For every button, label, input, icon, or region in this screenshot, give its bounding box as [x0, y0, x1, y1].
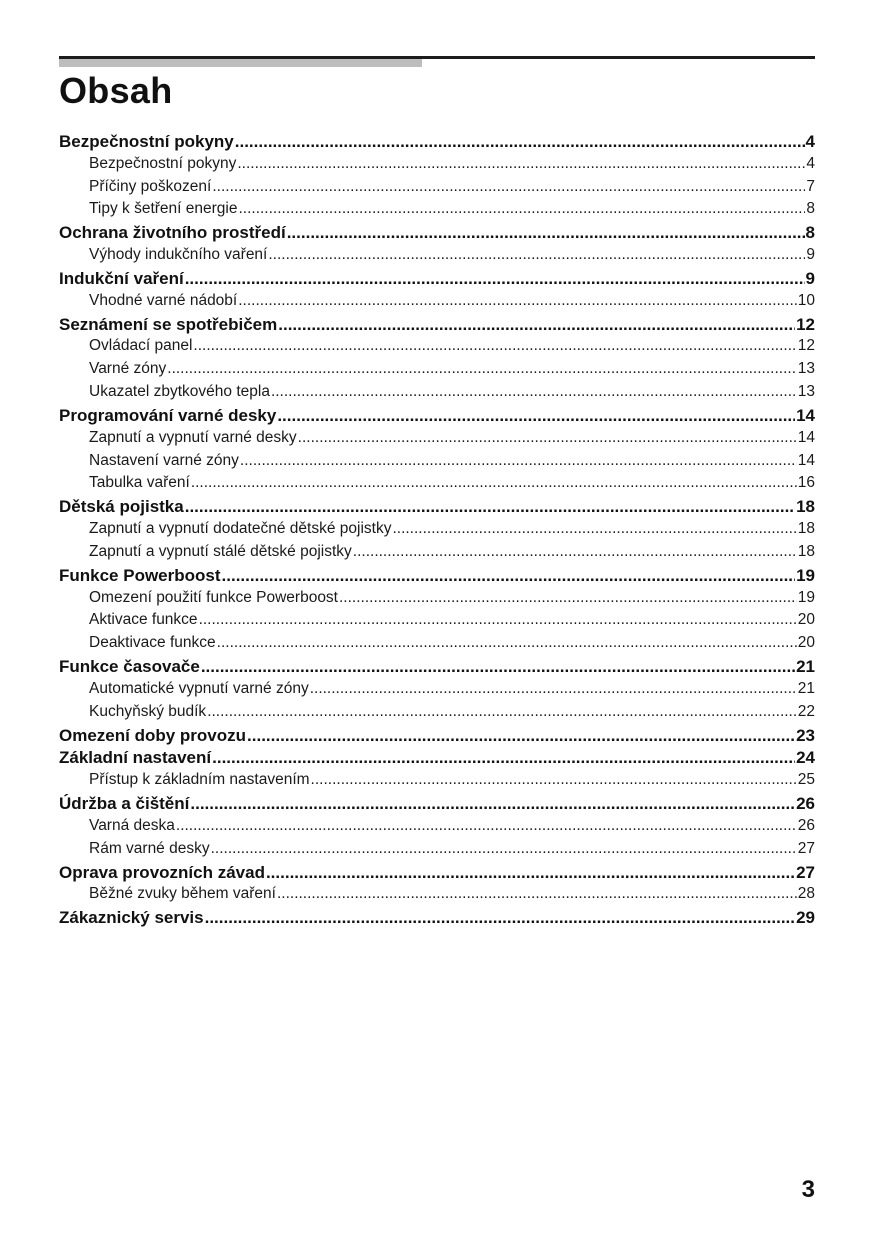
toc-entry-title: Varné zóny [89, 360, 167, 378]
toc-entry-title: Výhody indukčního vaření [89, 246, 268, 264]
toc-entry-title: Ovládací panel [89, 337, 193, 355]
dot-leader [207, 703, 797, 721]
toc-section-entry[interactable] [59, 885, 815, 908]
toc-entry-page: 26 [796, 794, 815, 814]
dot-leader [238, 200, 805, 218]
toc-entry-title: Bezpečnostní pokyny [89, 154, 237, 172]
toc-section-entry[interactable] [59, 474, 815, 497]
toc-section-entry[interactable] [59, 292, 815, 315]
toc-entry-page: 8 [805, 223, 815, 243]
toc-entry-title: Deaktivace funkce [89, 634, 216, 652]
toc-entry-page: 13 [797, 360, 815, 378]
toc-entry-page: 14 [797, 428, 815, 446]
toc-section-entry[interactable] [59, 771, 815, 794]
toc-entry-page: 21 [797, 679, 815, 697]
toc-section-entry[interactable] [59, 337, 815, 360]
dot-leader [353, 543, 797, 561]
toc-entry-page: 10 [797, 291, 815, 309]
toc-entry-title: Seznámení se spotřebičem [59, 314, 278, 334]
toc-entry-title: Zapnutí a vypnutí dodatečné dětské pojistky [89, 520, 392, 538]
dot-leader [185, 269, 805, 289]
toc-entry-page: 13 [797, 383, 815, 401]
toc-entry-page: 23 [796, 725, 815, 745]
toc-entry-page: 4 [805, 132, 815, 151]
toc-entry-page: 19 [797, 588, 815, 606]
toc-chapter-entry[interactable] [59, 566, 815, 589]
toc-entry-page: 28 [797, 885, 815, 903]
toc-chapter-entry[interactable] [59, 497, 815, 520]
dot-leader [311, 771, 797, 789]
dot-leader [167, 360, 796, 378]
dot-leader [222, 566, 796, 586]
toc-chapter-entry[interactable] [59, 657, 815, 680]
toc-entry-title: Vhodné varné nádobí [89, 291, 238, 309]
toc-entry-title: Nastavení varné zóny [89, 451, 239, 469]
toc-section-entry[interactable] [59, 178, 815, 201]
toc-entry-title: Aktivace funkce [89, 611, 198, 629]
toc-entry-page: 14 [797, 451, 815, 469]
toc-section-entry[interactable] [59, 703, 815, 726]
dot-leader [235, 132, 805, 152]
toc-entry-page: 20 [797, 634, 815, 652]
toc-entry-title: Indukční vaření [59, 268, 184, 288]
toc-entry-title: Ochrana životního prostředí [59, 223, 286, 243]
toc-entry-title: Oprava provozních závad [59, 862, 265, 882]
toc-section-entry[interactable] [59, 200, 815, 223]
dot-leader [176, 817, 797, 835]
page-title: Obsah [59, 70, 173, 111]
toc-entry-title: Příčiny poškození [89, 177, 212, 195]
dot-leader [310, 680, 797, 698]
dot-leader [212, 748, 795, 768]
dot-leader [278, 315, 795, 335]
toc-entry-title: Přístup k základním nastavením [89, 771, 310, 789]
toc-entry-title: Dětská pojistka [59, 497, 184, 517]
toc-chapter-entry[interactable] [59, 748, 815, 771]
toc-section-entry[interactable] [59, 680, 815, 703]
toc-entry-page: 27 [797, 839, 815, 857]
dot-leader [271, 383, 797, 401]
toc-entry-title: Rám varné desky [89, 839, 210, 857]
toc-chapter-entry[interactable] [59, 794, 815, 817]
toc-chapter-entry[interactable] [59, 132, 815, 155]
toc-entry-page: 21 [796, 657, 815, 677]
toc-section-entry[interactable] [59, 246, 815, 269]
toc-entry-title: Omezení použití funkce Powerboost [89, 588, 338, 606]
toc-section-entry[interactable] [59, 589, 815, 612]
toc-chapter-entry[interactable] [59, 223, 815, 246]
toc-entry-title: Programování varné desky [59, 405, 277, 425]
toc-entry-title: Zákaznický servis [59, 908, 204, 928]
dot-leader [268, 246, 805, 264]
dot-leader [199, 611, 797, 629]
toc-section-entry[interactable] [59, 429, 815, 452]
dot-leader [190, 794, 795, 814]
toc-entry-page: 27 [796, 862, 815, 882]
toc-section-entry[interactable] [59, 383, 815, 406]
toc-entry-page: 9 [806, 246, 815, 264]
toc-entry-title: Tipy k šetření energie [89, 200, 238, 218]
toc-entry-page: 8 [806, 200, 815, 218]
dot-leader [201, 657, 795, 677]
page-number: 3 [801, 1176, 815, 1203]
toc-entry-page: 19 [796, 565, 815, 585]
toc-entry-title: Údržba a čištění [59, 794, 190, 814]
dot-leader [339, 589, 797, 607]
toc-entry-title: Zapnutí a vypnutí stálé dětské pojistky [89, 542, 352, 560]
toc-entry-page: 14 [796, 405, 815, 425]
dot-leader [287, 223, 805, 243]
toc-entry-title: Běžné zvuky během vaření [89, 885, 276, 903]
dot-leader [277, 885, 797, 903]
dot-leader [205, 908, 795, 928]
dot-leader [212, 178, 805, 196]
toc-chapter-entry[interactable] [59, 908, 815, 931]
toc-entry-title: Základní nastavení [59, 748, 212, 768]
toc-entry-page: 4 [806, 154, 815, 172]
dot-leader [392, 520, 796, 538]
toc-chapter-entry[interactable] [59, 726, 815, 749]
dot-leader [185, 497, 795, 517]
dot-leader [277, 406, 795, 426]
toc-section-entry[interactable] [59, 543, 815, 566]
toc-entry-page: 24 [796, 748, 815, 768]
toc-section-entry[interactable] [59, 840, 815, 863]
toc-entry-title: Ukazatel zbytkového tepla [89, 383, 270, 401]
toc-entry-title: Funkce časovače [59, 657, 200, 677]
toc-section-entry[interactable] [59, 634, 815, 657]
header-accent-bar [59, 59, 422, 67]
dot-leader [217, 634, 797, 652]
toc-section-entry[interactable] [59, 611, 815, 634]
dot-leader [266, 863, 795, 883]
dot-leader [237, 155, 805, 173]
toc-entry-page: 7 [806, 177, 815, 195]
toc-entry-page: 20 [797, 611, 815, 629]
toc-section-entry[interactable] [59, 520, 815, 543]
toc-chapter-entry[interactable] [59, 315, 815, 338]
toc-entry-page: 18 [796, 497, 815, 517]
toc-chapter-entry[interactable] [59, 863, 815, 886]
dot-leader [247, 726, 795, 746]
toc-entry-page: 25 [797, 771, 815, 789]
dot-leader [298, 429, 797, 447]
toc-entry-page: 29 [796, 908, 815, 928]
toc-section-entry[interactable] [59, 155, 815, 178]
toc-entry-title: Funkce Powerboost [59, 565, 221, 585]
toc-entry-page: 18 [797, 542, 815, 560]
dot-leader [211, 840, 797, 858]
toc-entry-page: 9 [805, 268, 815, 288]
toc-entry-title: Automatické vypnutí varné zóny [89, 679, 309, 697]
toc-entry-title: Kuchyňský budík [89, 702, 207, 720]
toc-entry-page: 18 [797, 520, 815, 538]
dot-leader [193, 337, 796, 355]
toc-entry-page: 16 [797, 474, 815, 492]
toc-entry-page: 22 [797, 702, 815, 720]
dot-leader [240, 452, 797, 470]
toc-section-entry[interactable] [59, 360, 815, 383]
table-of-contents [59, 132, 815, 931]
toc-chapter-entry[interactable] [59, 406, 815, 429]
toc-chapter-entry[interactable] [59, 269, 815, 292]
toc-section-entry[interactable] [59, 817, 815, 840]
toc-entry-page: 26 [797, 816, 815, 834]
toc-entry-title: Varná deska [89, 816, 175, 834]
toc-entry-title: Zapnutí a vypnutí varné desky [89, 428, 297, 446]
toc-entry-title: Bezpečnostní pokyny [59, 132, 234, 151]
dot-leader [191, 474, 797, 492]
toc-entry-title: Tabulka vaření [89, 474, 190, 492]
toc-entry-title: Omezení doby provozu [59, 725, 247, 745]
toc-entry-page: 12 [797, 337, 815, 355]
toc-section-entry[interactable] [59, 452, 815, 475]
toc-entry-page: 12 [796, 314, 815, 334]
dot-leader [238, 292, 797, 310]
